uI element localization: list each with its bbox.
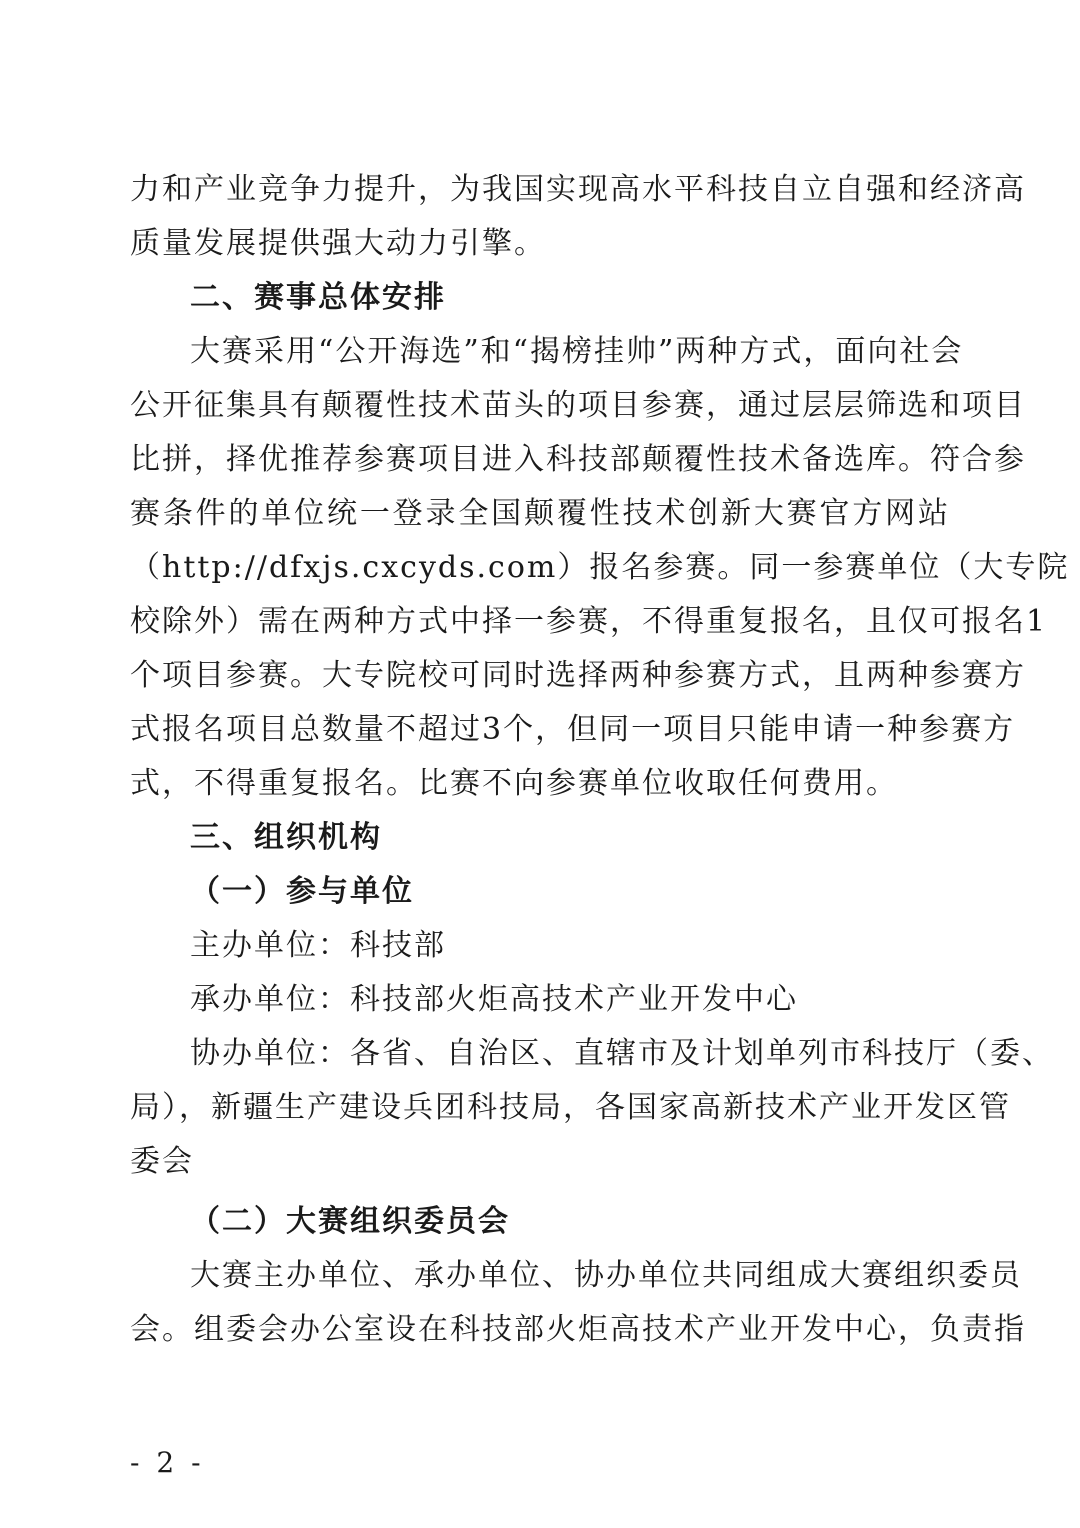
paragraph-line: 委会 (130, 1144, 194, 1179)
paragraph-line: 力和产业竞争力提升，为我国实现高水平科技自立自强和经济高 (130, 172, 1026, 207)
organizer-unit-line: 承办单位：科技部火炬高技术产业开发中心 (190, 982, 798, 1017)
paragraph-line: 质量发展提供强大动力引擎。 (130, 226, 546, 261)
subsection-heading-committee: （二）大赛组织委员会 (190, 1204, 510, 1239)
co-organizer-unit-line: 协办单位：各省、自治区、直辖市及计划单列市科技厅（委、 (190, 1036, 1054, 1071)
paragraph-line: 公开征集具有颠覆性技术苗头的项目参赛，通过层层筛选和项目 (130, 388, 1026, 423)
paragraph-line: 式报名项目总数量不超过3个，但同一项目只能申请一种参赛方 (130, 712, 1016, 747)
paragraph-line: 赛条件的单位统一登录全国颠覆性技术创新大赛官方网站 (130, 496, 950, 531)
paragraph-line: 局），新疆生产建设兵团科技局，各国家高新技术产业开发区管 (130, 1090, 1011, 1125)
paragraph-line: 个项目参赛。大专院校可同时选择两种参赛方式，且两种参赛方 (130, 658, 1026, 693)
paragraph-line: 校除外）需在两种方式中择一参赛，不得重复报名，且仅可报名1 (130, 604, 1048, 639)
page-number: - 2 - (130, 1446, 205, 1479)
host-unit-line: 主办单位：科技部 (190, 928, 446, 963)
paragraph-line: （http://dfxjs.cxcyds.com）报名参赛。同一参赛单位（大专院 (130, 550, 1070, 585)
section-heading-organization: 三、组织机构 (190, 820, 382, 855)
paragraph-line: 会。组委会办公室设在科技部火炬高技术产业开发中心，负责指 (130, 1312, 1026, 1347)
paragraph-line: 比拼，择优推荐参赛项目进入科技部颠覆性技术备选库。符合参 (130, 442, 1026, 477)
paragraph-line: 式，不得重复报名。比赛不向参赛单位收取任何费用。 (130, 766, 898, 801)
section-heading-arrangement: 二、赛事总体安排 (190, 280, 446, 315)
subsection-heading-participants: （一）参与单位 (190, 874, 414, 909)
paragraph-line: 大赛主办单位、承办单位、协办单位共同组成大赛组织委员 (190, 1258, 1022, 1293)
paragraph-line: 大赛采用“公开海选”和“揭榜挂帅”两种方式，面向社会 (190, 334, 964, 369)
